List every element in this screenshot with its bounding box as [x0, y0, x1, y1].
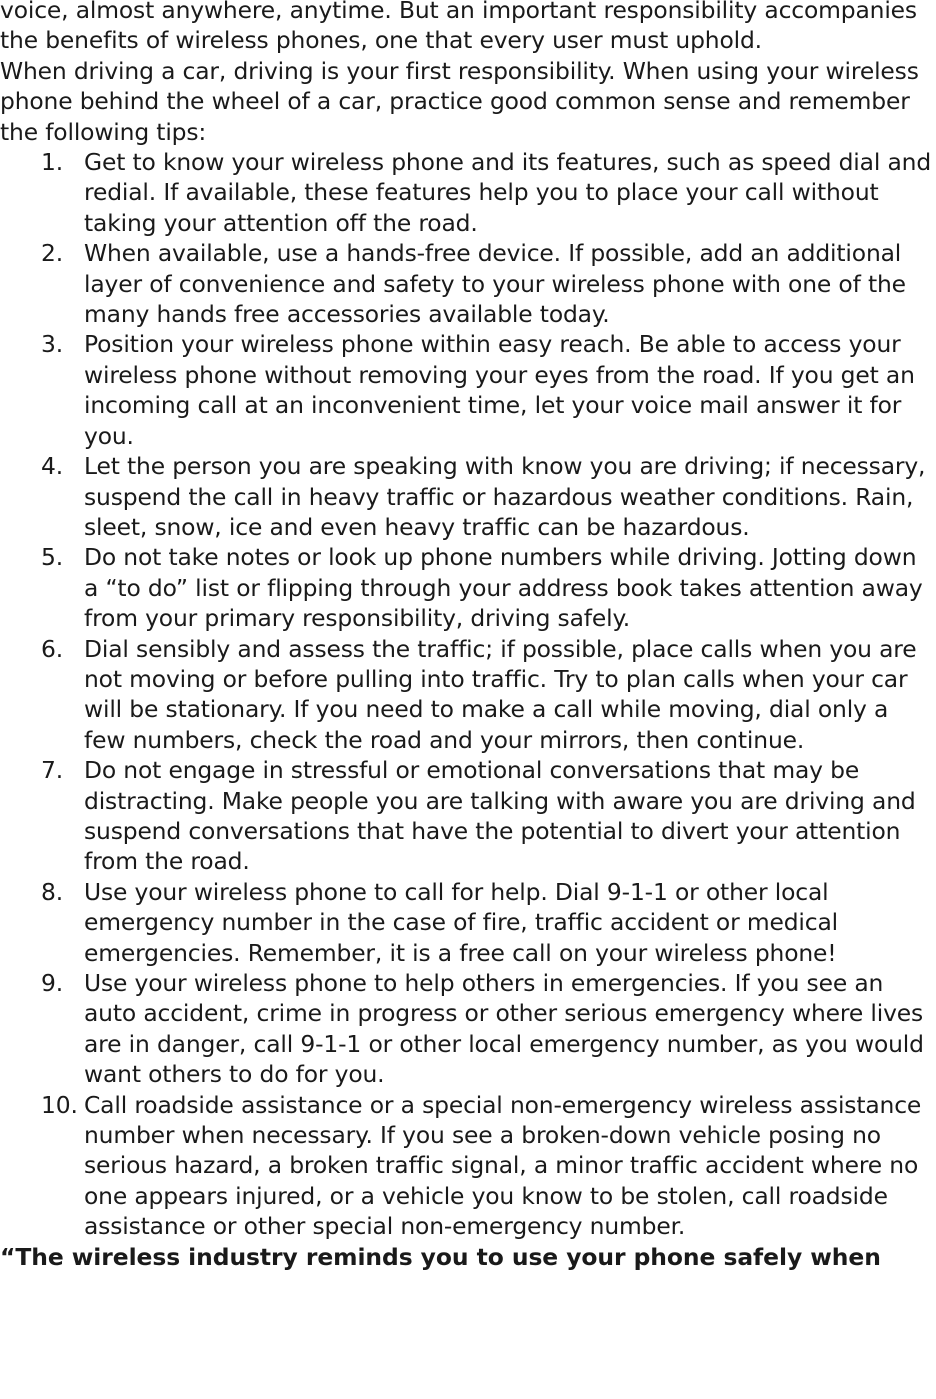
list-item-text: Do not engage in stressful or emotional conversations that may be distracting. Make people you are talking with aware you are driving and suspend conversations that have the potential to divert your attention from the road. [84, 756, 916, 876]
list-item-text: When available, use a hands-free device. If possible, add an additional layer of convenience and safety to your wireless phone with one of the many hands free accessories available today. [84, 239, 906, 329]
list-item [0, 968, 934, 1090]
list-item-text: Call roadside assistance or a special non-emergency wireless assistance number when necessary. If you see a broken-down vehicle posing no serious hazard, a broken traffic signal, a minor traffic accident where no one appears injured, or a vehicle you know to be stolen, call roadside assistance or other special non-emergency number. [84, 1090, 922, 1241]
list-item [0, 634, 934, 756]
list-item-number: 10. [41, 1090, 78, 1119]
intro-paragraph-responsibility: voice, almost anywhere, anytime. But an important responsibility accompanies the benefits of wireless phones, one that every user must uphold. [0, 0, 917, 55]
intro-paragraph-driving: When driving a car, driving is your first responsibility. When using your wireless phone behind the wheel of a car, practice good common sense and remember the following tips: [0, 56, 919, 146]
list-item [0, 755, 934, 877]
list-item-text: Use your wireless phone to call for help. Dial 9-1-1 or other local emergency number in the case of fire, traffic accident or medical emergencies. Remember, it is a free call on your wireless phone! [84, 877, 838, 967]
list-item-text: Let the person you are speaking with know you are driving; if necessary, suspend the call in heavy traffic or hazardous weather conditions. Rain, sleet, snow, ice and even heavy traffic can be hazardous. [84, 452, 926, 541]
list-item-text: Dial sensibly and assess the traffic; if possible, place calls when you are not moving or before pulling into traffic. Try to plan calls when your car will be stationary. If you need to make a call while moving, dial only a few numbers, check the road and your mirrors, then continue. [84, 634, 917, 754]
closing-statement: “The wireless industry reminds you to use your phone safely when [0, 1242, 881, 1271]
driving-tips-list [0, 147, 936, 1242]
list-item-number: 3. [41, 330, 64, 359]
list-item-number: 8. [41, 877, 64, 906]
list-item-text: Get to know your wireless phone and its features, such as speed dial and redial. If available, these features help you to place your call without taking your attention off the road. [84, 148, 932, 237]
list-item-number: 2. [41, 239, 64, 268]
list-item [0, 542, 934, 633]
list-item-text: Do not take notes or look up phone numbers while driving. Jotting down a “to do” list or flipping through your address book takes attention away from your primary responsibility, driving safely. [84, 543, 923, 633]
list-item-text: Position your wireless phone within easy reach. Be able to access your wireless phone without removing your eyes from the road. If you get an incoming call at an inconvenient time, let your voice mail answer it for you. [84, 330, 915, 450]
list-item [0, 1090, 934, 1242]
list-item-number: 1. [41, 148, 64, 177]
list-item [0, 147, 934, 238]
list-item-number: 7. [41, 756, 64, 785]
list-item [0, 238, 934, 329]
list-item-number: 5. [41, 543, 64, 572]
list-item-text: Use your wireless phone to help others in emergencies. If you see an auto accident, crime in progress or other serious emergency where lives are in danger, call 9-1-1 or other local emergency number, as you would want others to do for you. [84, 969, 924, 1089]
list-item [0, 877, 934, 968]
list-item-number: 9. [41, 969, 64, 997]
list-item [0, 329, 934, 451]
list-item-number: 4. [41, 452, 64, 481]
list-item-number: 6. [41, 634, 64, 663]
list-item [0, 451, 934, 542]
